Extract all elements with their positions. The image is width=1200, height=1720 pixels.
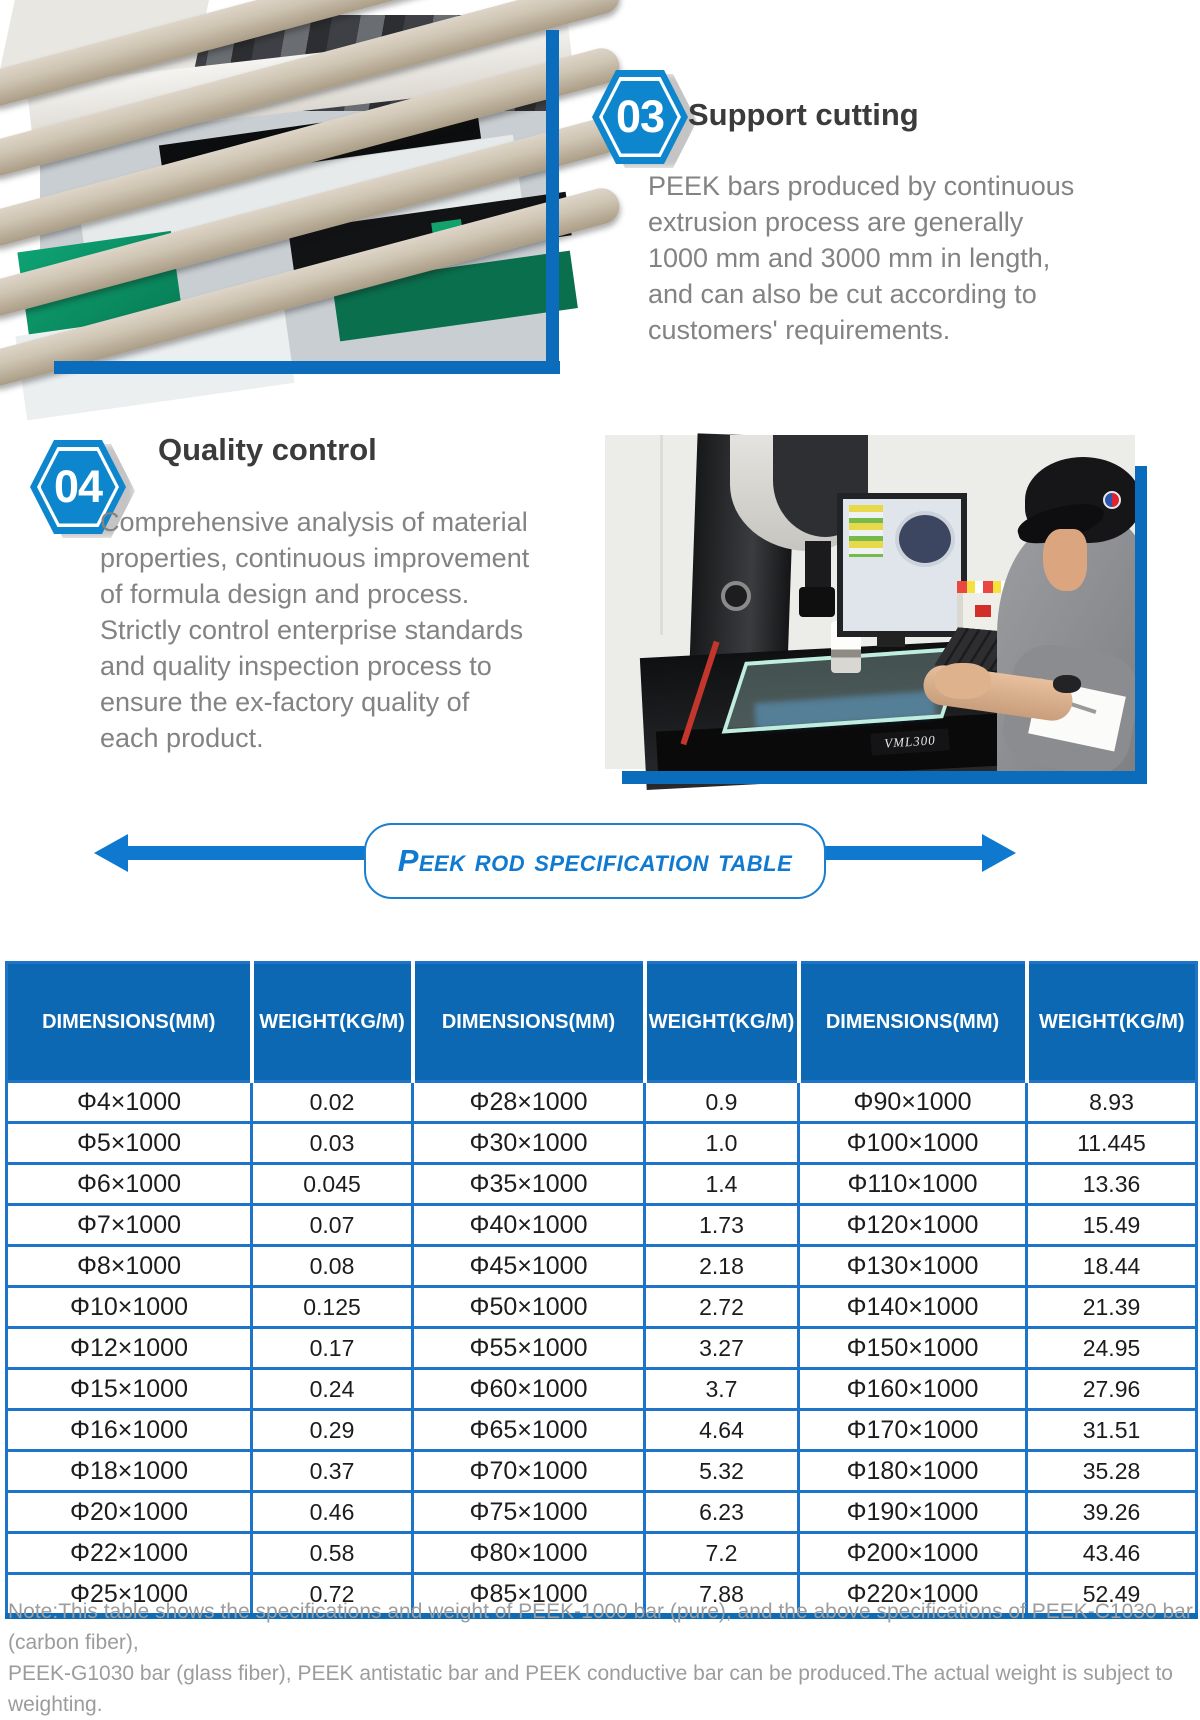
weight-cell: 1.73: [645, 1205, 799, 1246]
dimension-cell: Φ70×1000: [413, 1451, 645, 1492]
table-row: [7, 1123, 1197, 1164]
weight-cell: 3.27: [645, 1328, 799, 1369]
column-header: DIMENSIONS(MM): [413, 963, 645, 1082]
dimension-cell: Φ30×1000: [413, 1123, 645, 1164]
step-number: 04: [53, 461, 103, 512]
weight-cell: 43.46: [1027, 1533, 1197, 1574]
mouse: [1053, 675, 1081, 693]
weight-cell: 39.26: [1027, 1492, 1197, 1533]
step-badge-03: [592, 70, 688, 164]
table-row: [7, 1492, 1197, 1533]
dimension-cell: Φ12×1000: [7, 1328, 252, 1369]
dimension-cell: Φ15×1000: [7, 1369, 252, 1410]
photo-shape: [975, 605, 991, 617]
table-row: [7, 1205, 1197, 1246]
dimension-cell: Φ65×1000: [413, 1410, 645, 1451]
weight-cell: 0.37: [252, 1451, 413, 1492]
dimension-cell: Φ45×1000: [413, 1246, 645, 1287]
dimension-cell: Φ190×1000: [799, 1492, 1027, 1533]
machine-model-label: VML300: [870, 728, 949, 755]
dimension-cell: Φ28×1000: [413, 1082, 645, 1123]
weight-cell: 7.88: [645, 1574, 799, 1617]
table-row: [7, 1369, 1197, 1410]
note-line: Note:This table shows the specifications and weight of PEEK-1000 bar (pure), and the above specifications of PEEK-C1030 bar (carbon fiber),: [8, 1600, 1193, 1654]
photo-accent-bar: [546, 30, 559, 374]
spec-table-banner: [364, 823, 826, 899]
weight-cell: 15.49: [1027, 1205, 1197, 1246]
text-line: customers' requirements.: [648, 315, 951, 345]
photo-shape: [721, 581, 751, 611]
weight-cell: 1.0: [645, 1123, 799, 1164]
dimension-cell: Φ50×1000: [413, 1287, 645, 1328]
dimension-cell: Φ160×1000: [799, 1369, 1027, 1410]
dimension-cell: Φ10×1000: [7, 1287, 252, 1328]
weight-cell: 0.24: [252, 1369, 413, 1410]
weight-cell: 18.44: [1027, 1246, 1197, 1287]
column-header: DIMENSIONS(MM): [7, 963, 252, 1082]
dimension-cell: Φ25×1000: [7, 1574, 252, 1617]
text-line: properties, continuous improvement: [100, 543, 530, 573]
section-title-support-cutting: Support cutting: [688, 97, 919, 132]
weight-cell: 0.045: [252, 1164, 413, 1205]
text-line: each product.: [100, 723, 264, 753]
weight-cell: 5.32: [645, 1451, 799, 1492]
table-row: [7, 1287, 1197, 1328]
dimension-cell: Φ150×1000: [799, 1328, 1027, 1369]
photo-shape: [805, 541, 831, 593]
photo-shape: [1043, 529, 1087, 591]
weight-cell: 52.49: [1027, 1574, 1197, 1617]
dimension-cell: Φ35×1000: [413, 1164, 645, 1205]
table-note: [8, 1596, 1196, 1720]
photo-shape: [799, 587, 835, 617]
table-row: [7, 1328, 1197, 1369]
weight-cell: 8.93: [1027, 1082, 1197, 1123]
text-line: PEEK bars produced by continuous: [648, 171, 1075, 201]
weight-cell: 0.03: [252, 1123, 413, 1164]
dimension-cell: Φ40×1000: [413, 1205, 645, 1246]
dimension-cell: Φ5×1000: [7, 1123, 252, 1164]
dimension-cell: Φ200×1000: [799, 1533, 1027, 1574]
photo-shape: [935, 663, 991, 699]
dimension-cell: Φ80×1000: [413, 1533, 645, 1574]
photo-accent-bar: [622, 771, 1147, 784]
dimension-cell: Φ220×1000: [799, 1574, 1027, 1617]
weight-cell: 0.29: [252, 1410, 413, 1451]
text-line: of formula design and process.: [100, 579, 470, 609]
column-header: WEIGHT(KG/M): [1027, 963, 1197, 1082]
header-row: [7, 963, 1197, 1082]
weight-cell: 4.64: [645, 1410, 799, 1451]
table-row: [7, 1533, 1197, 1574]
weight-cell: 24.95: [1027, 1328, 1197, 1369]
weight-cell: 0.125: [252, 1287, 413, 1328]
text-line: and can also be cut according to: [648, 279, 1037, 309]
table-row: [7, 1451, 1197, 1492]
weight-cell: 2.72: [645, 1287, 799, 1328]
photo-shape: [895, 511, 955, 567]
table-row: [7, 1410, 1197, 1451]
weight-cell: 2.18: [645, 1246, 799, 1287]
weight-cell: 0.08: [252, 1246, 413, 1287]
weight-cell: 13.36: [1027, 1164, 1197, 1205]
weight-cell: 6.23: [645, 1492, 799, 1533]
arrow-right-icon: [982, 834, 1016, 872]
weight-cell: 0.46: [252, 1492, 413, 1533]
weight-cell: 0.17: [252, 1328, 413, 1369]
banner-title: Peek rod specification table: [397, 843, 793, 878]
dimension-cell: Φ60×1000: [413, 1369, 645, 1410]
text-line: Comprehensive analysis of material: [100, 507, 528, 537]
weight-cell: 0.58: [252, 1533, 413, 1574]
dimension-cell: Φ90×1000: [799, 1082, 1027, 1123]
column-header: WEIGHT(KG/M): [645, 963, 799, 1082]
dimension-cell: Φ55×1000: [413, 1328, 645, 1369]
dimension-cell: Φ22×1000: [7, 1533, 252, 1574]
dimension-cell: Φ4×1000: [7, 1082, 252, 1123]
text-line: Strictly control enterprise standards: [100, 615, 524, 645]
column-header: WEIGHT(KG/M): [252, 963, 413, 1082]
dimension-cell: Φ180×1000: [799, 1451, 1027, 1492]
photo-shape: [877, 631, 905, 647]
dimension-cell: Φ100×1000: [799, 1123, 1027, 1164]
weight-cell: 0.72: [252, 1574, 413, 1617]
photo-quality-inspection: [605, 435, 1135, 769]
dimension-cell: Φ110×1000: [799, 1164, 1027, 1205]
column-header: DIMENSIONS(MM): [799, 963, 1027, 1082]
weight-cell: 27.96: [1027, 1369, 1197, 1410]
photo-accent-bar: [54, 361, 560, 374]
quality-control-text: [100, 504, 590, 756]
photo-peek-rods: [40, 15, 546, 361]
dimension-cell: Φ20×1000: [7, 1492, 252, 1533]
dimension-cell: Φ8×1000: [7, 1246, 252, 1287]
section-title-quality-control: Quality control: [158, 432, 377, 467]
dimension-cell: Φ16×1000: [7, 1410, 252, 1451]
text-line: ensure the ex-factory quality of: [100, 687, 470, 717]
photo-shape: [1103, 491, 1121, 509]
dimension-cell: Φ120×1000: [799, 1205, 1027, 1246]
weight-cell: 21.39: [1027, 1287, 1197, 1328]
banner-arrow-left: [124, 846, 368, 860]
photo-accent-bar: [1135, 466, 1147, 784]
step-number: 03: [615, 91, 665, 142]
spec-table: [5, 961, 1198, 1619]
dimension-cell: Φ140×1000: [799, 1287, 1027, 1328]
text-line: extrusion process are generally: [648, 207, 1024, 237]
weight-cell: 0.07: [252, 1205, 413, 1246]
dimension-cell: Φ170×1000: [799, 1410, 1027, 1451]
dimension-cell: Φ6×1000: [7, 1164, 252, 1205]
text-line: and quality inspection process to: [100, 651, 492, 681]
note-line: PEEK-G1030 bar (glass fiber), PEEK antistatic bar and PEEK conductive bar can be produced.The actual weight is subject to weighting.: [8, 1662, 1173, 1716]
monitor: [837, 493, 967, 637]
weight-cell: 1.4: [645, 1164, 799, 1205]
weight-cell: 7.2: [645, 1533, 799, 1574]
dimension-cell: Φ130×1000: [799, 1246, 1027, 1287]
dimension-cell: Φ75×1000: [413, 1492, 645, 1533]
weight-cell: 35.28: [1027, 1451, 1197, 1492]
photo-shape: [849, 505, 883, 557]
weight-cell: 31.51: [1027, 1410, 1197, 1451]
weight-cell: 3.7: [645, 1369, 799, 1410]
text-line: 1000 mm and 3000 mm in length,: [648, 243, 1051, 273]
table-row: [7, 1246, 1197, 1287]
photo-shape: [660, 435, 663, 635]
weight-cell: 11.445: [1027, 1123, 1197, 1164]
weight-cell: 0.9: [645, 1082, 799, 1123]
dimension-cell: Φ18×1000: [7, 1451, 252, 1492]
dimension-cell: Φ85×1000: [413, 1574, 645, 1617]
arrow-left-icon: [94, 834, 128, 872]
banner-arrow-right: [818, 846, 984, 860]
support-cutting-text: [648, 168, 1128, 348]
table-row: [7, 1082, 1197, 1123]
dimension-cell: Φ7×1000: [7, 1205, 252, 1246]
weight-cell: 0.02: [252, 1082, 413, 1123]
table-row: [7, 1164, 1197, 1205]
